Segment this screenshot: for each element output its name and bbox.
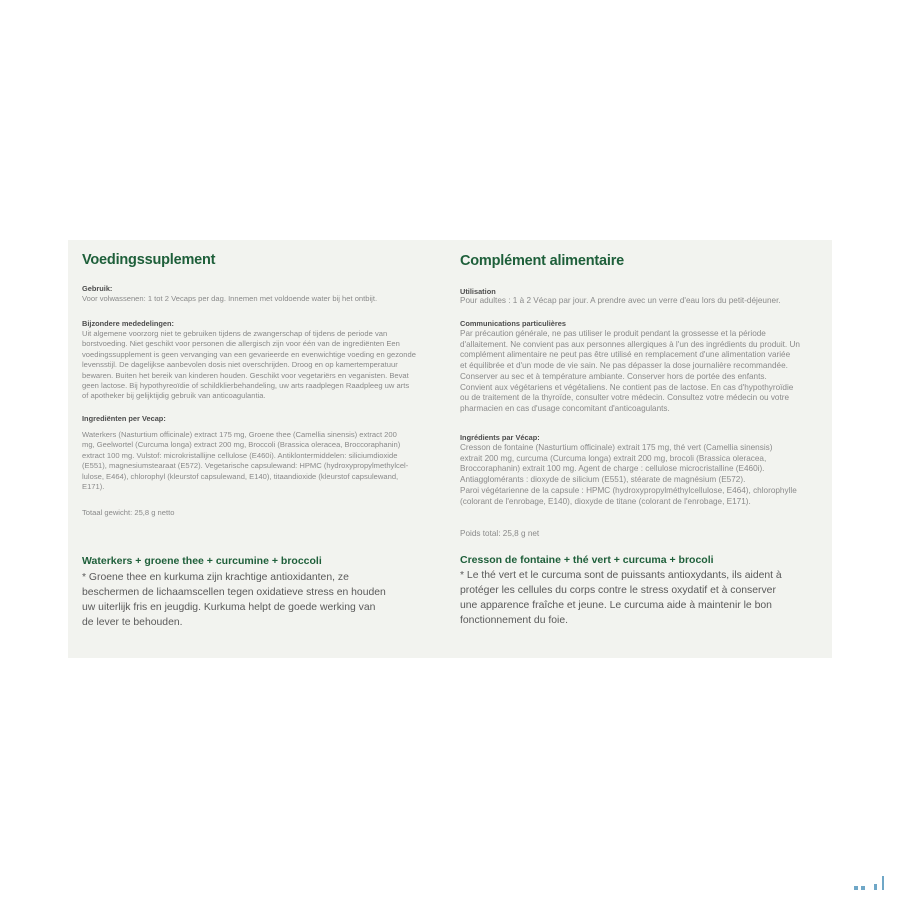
label-panel xyxy=(68,240,832,658)
french-ingredients-heading: Ingrédients par Vécap: xyxy=(460,433,540,442)
french-usage-text: Pour adultes : 1 à 2 Vécap par jour. A prendre avec un verre d'eau lors du petit-déjeuner. xyxy=(460,296,781,305)
french-product-line: Cresson de fontaine + thé vert + curcuma + brocoli xyxy=(460,554,714,566)
dutch-usage-text: Voor volwassenen: 1 tot 2 Vecaps per dag. Innemen met voldoende water bij het ontbijt. xyxy=(82,294,378,303)
french-ingredients-text: Cresson de fontaine (Nasturtium officinale) extrait 175 mg, thé vert (Camellia sinensis) extrait 200 mg, curcuma (Curcuma longa) extrait 200 mg, brocoli (Brassica oleracea, Broccoraphanin) extrait 100 mg. Agent de charge : cellulose microcristalline (E460i). Antiagglomérants : dioxyde de silicium (E551), stéarate de magnésium (E572). Paroi végétarienne de la capsule : HPMC (hydroxypropylméthylcellulose, E464), chlorophylle (colorant de l'enrobage, E140), dioxyde de titane (colorant de l'enrobage, E171). xyxy=(460,443,797,506)
dutch-claim: * Groene thee en kurkuma zijn krachtige antioxidanten, ze beschermen de lichaamscellen tegen oxidatieve stress en houden uw uiterlijk fris en jeugdig. Kurkuma helpt de goede werking van de lever te behouden. xyxy=(82,572,386,628)
dutch-net-weight: Totaal gewicht: 25,8 g netto xyxy=(82,508,175,517)
french-title: Complément alimentaire xyxy=(460,253,625,269)
french-usage-heading: Utilisation xyxy=(460,287,496,296)
dutch-ingredients-text: Waterkers (Nasturtium officinale) extract 175 mg, Groene thee (Camellia sinensis) extract 200 mg, Geelwortel (Curcuma longa) extract 200 mg, Broccoli (Brassica oleracea, Broccoraphanin) extract 100 mg. Vulstof: microkristallijne cellulose (E460i). Antiklontermiddelen: siliciumdioxide (E551), magnesiumstearaat (E572). Vegetarische capsulewand: HPMC (hydroxypropylmethylcel- lulose, E464), chlorophyl (kleurstof capsulewand, E140), titaandioxide (kleurstof capsulewand, E171). xyxy=(82,430,409,492)
dutch-ingredients-heading: Ingrediënten per Vecap: xyxy=(82,414,166,423)
dutch-notes-text: Uit algemene voorzorg niet te gebruiken tijdens de zwangerschap of tijdens de periode van borstvoeding. Niet geschikt voor personen die allergisch zijn voor één van de ingrediënten Een voedingssupplement is geen vervanging van een gevarieerde en evenwichtige voeding en gezonde levensstijl. De dagelijkse aanbevolen dosis niet overschrijden. Droog en op kamertemperatuur bewaren. Buiten het bereik van kinderen houden. Geschikt voor vegetariërs en veganisten. Bevat geen lactose. Bij hypothyreoïdie of schildklierbehandeling, uw arts raadplegen Raadpleeg uw arts of apotheker bij gelijktijdig gebruik van anticoagulantia. xyxy=(82,329,416,401)
french-notes-heading: Communications particulières xyxy=(460,319,566,328)
dutch-notes-heading: Bijzondere mededelingen: xyxy=(82,319,174,328)
dutch-title: Voedingssuplement xyxy=(82,252,216,268)
french-notes-text: Par précaution générale, ne pas utiliser le produit pendant la grossesse et la période d'allaitement. Ne convient pas aux personnes allergiques à l'un des ingrédients du produit. Un complément alimentaire ne peut pas être utilisé en remplacement d'une alimentation variée et équilibrée et d'un mode de vie sain. Ne pas dépasser la dose journalière recommandée. Conserver au sec et à température ambiante. Conserver hors de portée des enfants. Convient aux végétariens et végétaliens. Ne contient pas de lactose. En cas d'hypothyroïdie ou de traitement de la thyroïde, consulter votre médecin. Consultez votre médecin ou votre pharmacien en cas d'usage concomitant d'anticoagulants. xyxy=(460,329,800,413)
dutch-usage-heading: Gebruik: xyxy=(82,284,113,293)
dutch-product-line: Waterkers + groene thee + curcumine + broccoli xyxy=(82,555,322,567)
corner-mark-icon xyxy=(854,876,886,890)
french-net-weight: Poids total: 25,8 g net xyxy=(460,529,540,538)
french-claim: * Le thé vert et le curcuma sont de puissants antioxydants, ils aident à protéger les cellules du corps contre le stress oxydatif et à conserver une apparence fraîche et jeune. Le curcuma aide à maintenir le bon fonctionnement du foie. xyxy=(460,570,782,626)
